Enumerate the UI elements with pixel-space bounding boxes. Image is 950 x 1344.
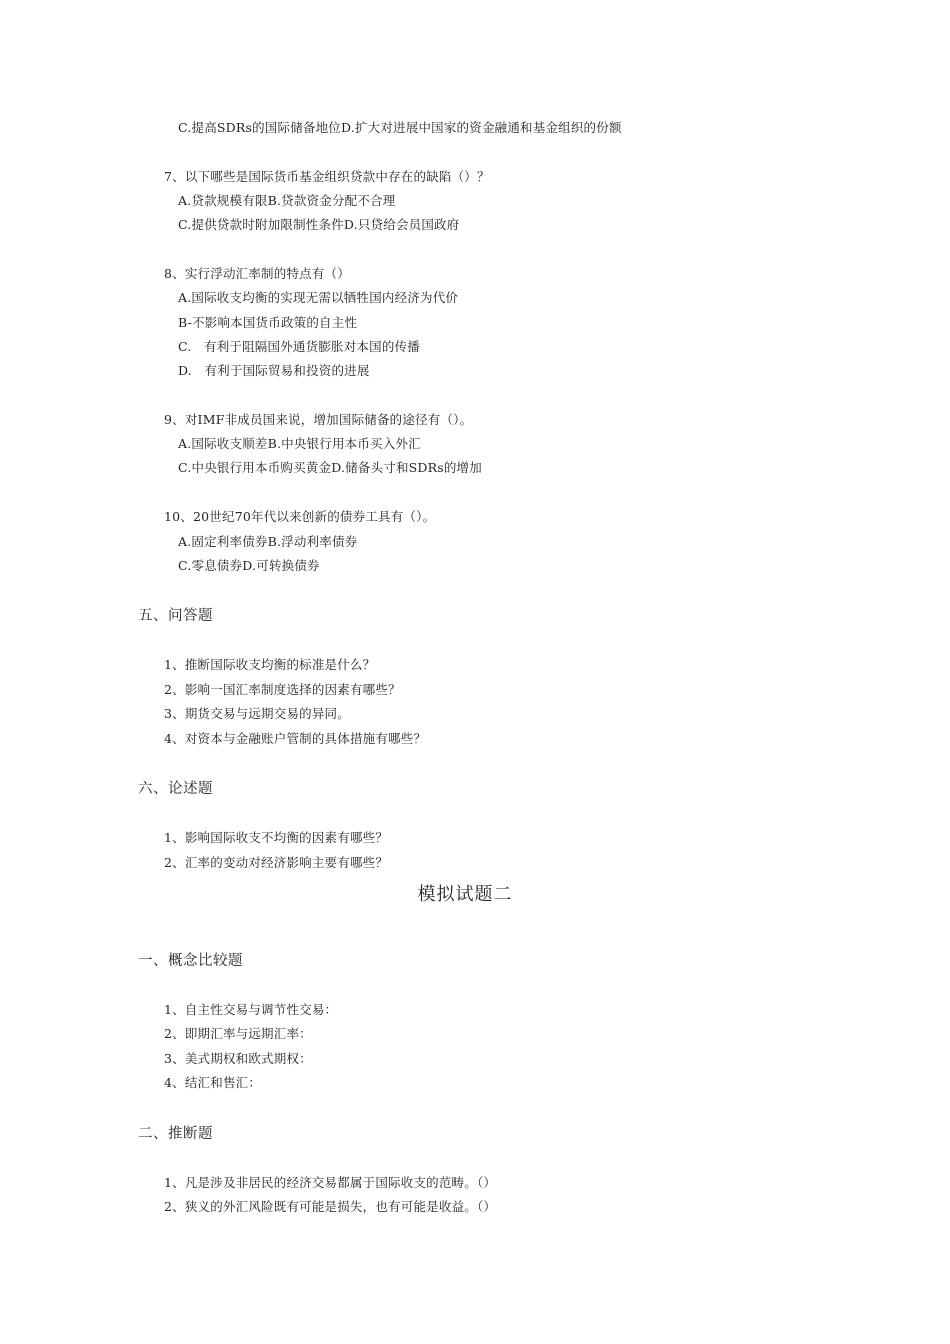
q8-option-c: C. 有利于阻隔国外通货膨胀对本国的传播	[178, 339, 420, 354]
q9-stem: 9、对IMF非成员国来说，增加国际储备的途径有（）。	[164, 412, 473, 427]
section6-heading: 六、论述题	[138, 781, 213, 797]
q6-option-cd: C.提高SDRs的国际储备地位D.扩大对进展中国家的资金融通和基金组织的份额	[178, 120, 622, 135]
exam2-section2-item-1: 1、凡是涉及非居民的经济交易都属于国际收支的范畴。（）	[164, 1175, 497, 1190]
exam2-section1-item-2: 2、即期汇率与远期汇率：	[164, 1026, 312, 1041]
section6-item-2: 2、汇率的变动对经济影响主要有哪些？	[164, 855, 389, 870]
exam2-section1-item-4: 4、结汇和售汇：	[164, 1075, 262, 1090]
q7-option-cd: C.提供贷款时附加限制性条件D.只贷给会员国政府	[178, 217, 460, 232]
q9-option-ab: A.国际收支顺差B.中央银行用本币买入外汇	[178, 436, 421, 451]
exam2-section1-item-3: 3、美式期权和欧式期权：	[164, 1051, 312, 1066]
exam2-section1-item-1: 1、自主性交易与调节性交易：	[164, 1002, 338, 1017]
q8-option-d: D. 有利于国际贸易和投资的进展	[178, 363, 370, 378]
section5-item-3: 3、期货交易与远期交易的异同。	[164, 706, 350, 721]
q10-option-ab: A.固定利率债券B.浮动利率债券	[178, 534, 358, 549]
exam2-section1-heading: 一、概念比较题	[138, 953, 243, 969]
q10-option-cd: C.零息债券D.可转换债券	[178, 558, 320, 573]
section6-item-1: 1、影响国际收支不均衡的因素有哪些？	[164, 830, 389, 845]
q10-stem: 10、20世纪70年代以来创新的债券工具有（）。	[164, 509, 436, 524]
q8-stem: 8、实行浮动汇率制的特点有（）	[164, 266, 350, 281]
q7-option-ab: A.贷款规模有限B.贷款资金分配不合理	[178, 193, 396, 208]
q8-option-a: A.国际收支均衡的实现无需以牺牲国内经济为代价	[178, 290, 459, 305]
section5-item-1: 1、推断国际收支均衡的标准是什么？	[164, 657, 376, 672]
q7-stem: 7、以下哪些是国际货币基金组织贷款中存在的缺陷（）？	[164, 169, 490, 184]
section5-item-2: 2、影响一国汇率制度选择的因素有哪些？	[164, 682, 401, 697]
exam2-section2-item-2: 2、狭义的外汇风险既有可能是损失，也有可能是收益。（）	[164, 1199, 497, 1214]
q8-option-b: B-不影响本国货币政策的自主性	[178, 315, 358, 330]
exam2-title: 模拟试题二	[417, 884, 513, 905]
exam2-section2-heading: 二、推断题	[138, 1126, 213, 1142]
section5-item-4: 4、对资本与金融账户管制的具体措施有哪些？	[164, 731, 427, 746]
section5-heading: 五、问答题	[138, 608, 213, 624]
q9-option-cd: C.中央银行用本币购买黄金D.储备头寸和SDRs的增加	[178, 460, 482, 475]
